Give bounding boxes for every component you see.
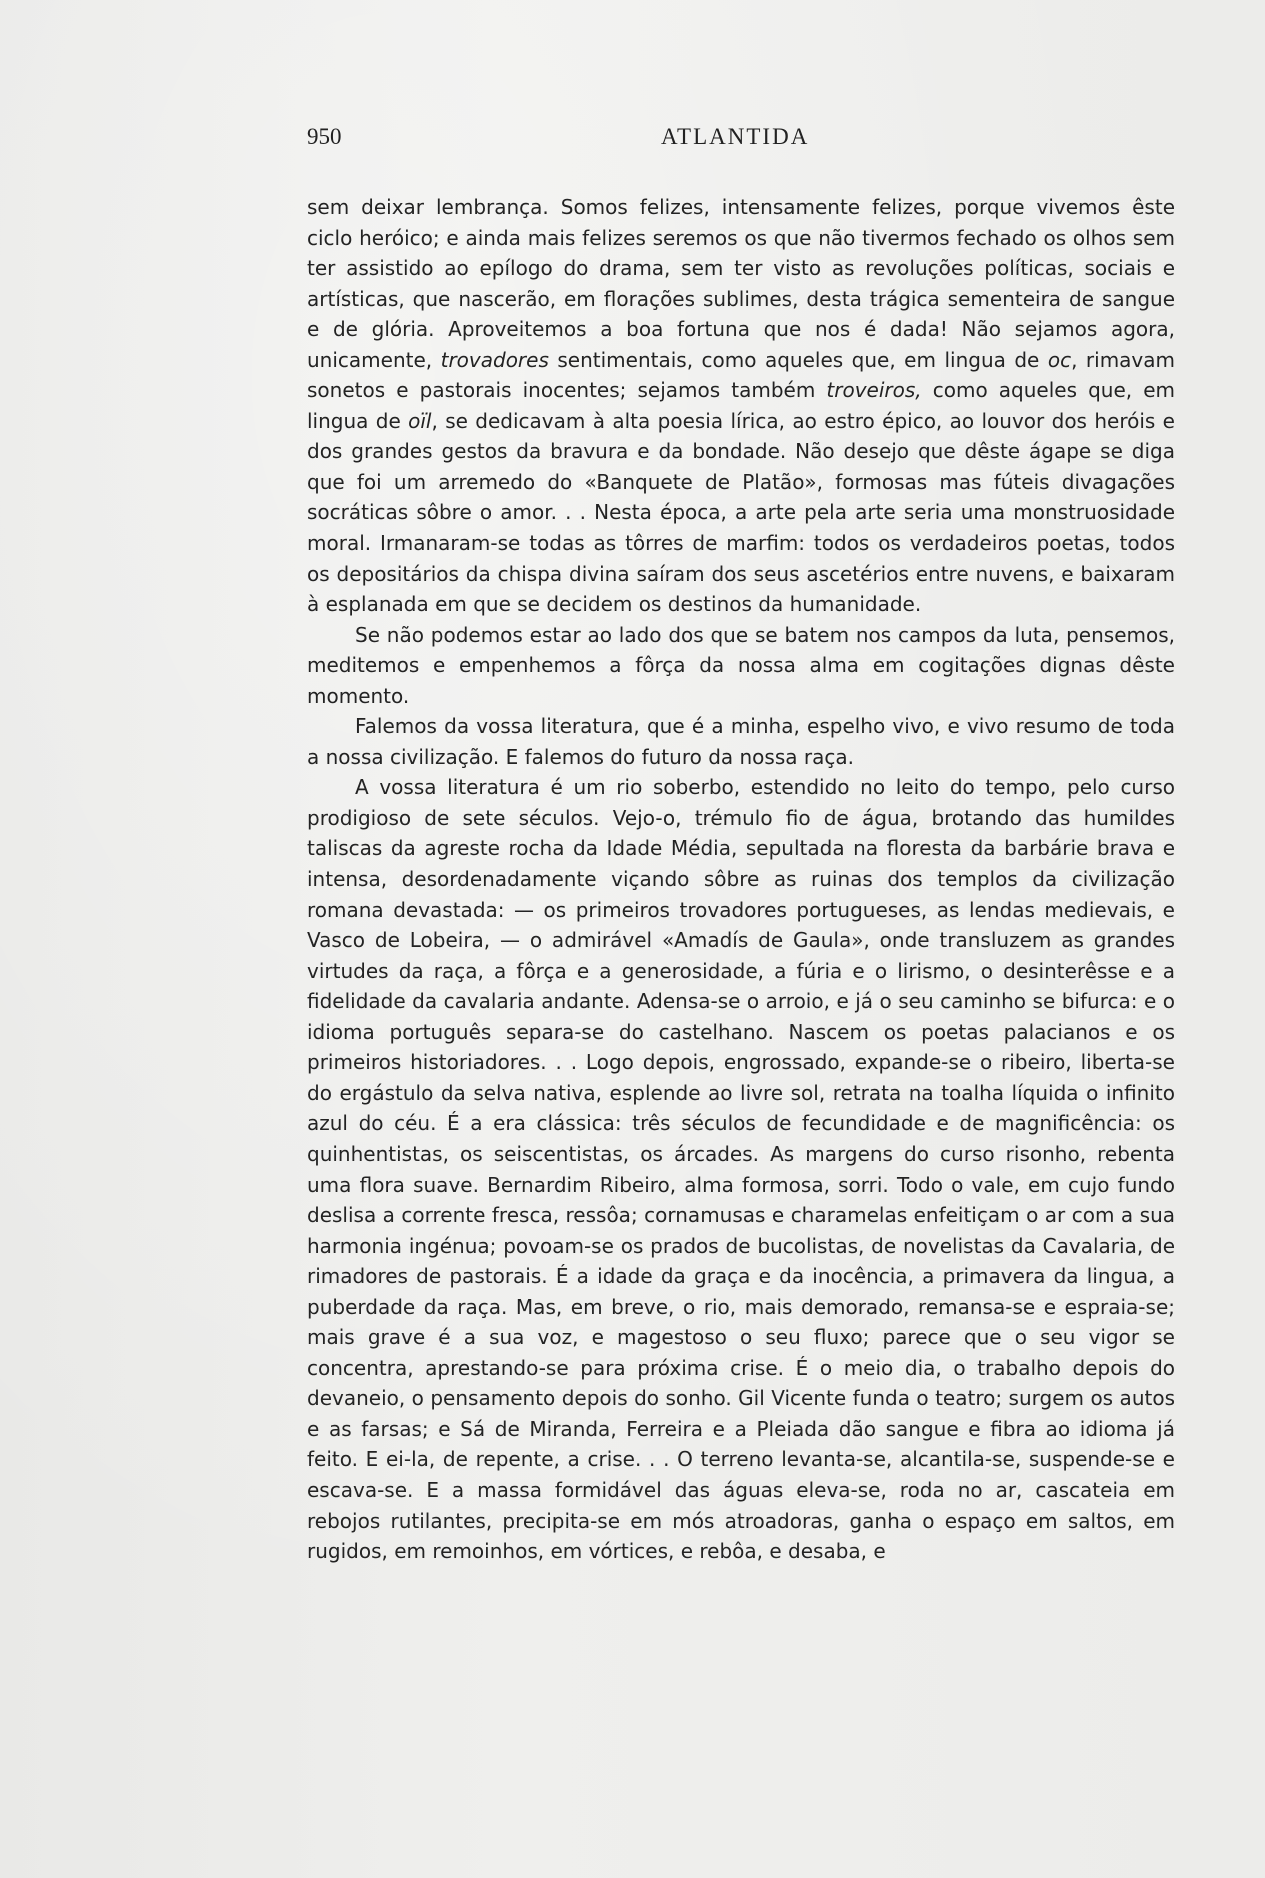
page-number: 950 xyxy=(307,124,342,149)
text-run: , rimavam sonetos e pastorais inocentes; sejamos também xyxy=(307,347,1176,403)
italic-term: oc xyxy=(1047,347,1072,372)
page-header xyxy=(307,124,1175,154)
text-run: A vossa literatura é um rio soberbo, estendido no leito do tempo, pelo curso prodigioso de sete séculos. Vejo-o, trémulo fio de água, brotando das humildes taliscas da agreste rocha da Idade Média, sepultada na floresta da barbárie brava e intensa, desordenadamente viçando sôbre as ruinas dos templos da civilização romana devastada: — os primeiros trovadores portugueses, as lendas medievais, e Vasco de Lobeira, — o admirável «Amadís de Gaula», onde transluzem as grandes virtudes da raça, a fôrça e a generosidade, a fúria e o lirismo, o desinterêsse e a fidelidade da cavalaria andante. Adensa-se o arroio, e já o seu caminho se bifurca: e o idioma português separa-se do castelhano. Nascem os poetas palacianos e os primeiros historiadores. . . Logo depois, engrossado, expande-se o ribeiro, liberta-se do ergástulo da selva nativa, esplende ao livre sol, retrata na toalha líquida o infinito azul do céu. É a era clássica: três séculos de fecundidade e de magnificência: os quinhentistas, os seiscentistas, os árcades. As margens do curso risonho, rebenta uma flora suave. Bernardim Ribeiro, alma formosa, sorri. Todo o vale, em cujo fundo deslisa a corrente fresca, ressôa; cornamusas e charamelas enfeitiçam o ar com a sua harmonia ingénua; povoam-se os prados de bucolistas, de novelistas da Cavalaria, de rimadores de pastorais. É a idade da graça e da inocência, a primavera da lingua, a puberdade da raça. Mas, em breve, o rio, mais demorado, remansa-se e espraia-se; mais grave é a sua voz, e magestoso o seu fluxo; parece que o seu vigor se concentra, aprestando-se para próxima crise. É o meio dia, o trabalho depois do devaneio, o pensamento depois do sonho. Gil Vicente funda o teatro; surgem os autos e as farsas; e Sá de Miranda, Ferreira e a Pleiada dão sangue e fibra ao idioma já feito. E ei-la, de repente, a crise. . . O terreno levanta-se, alcantila-se, suspende-se e escava-se. E a massa formidável das águas eleva-se, roda no ar, cascateia em rebojos rutilantes, precipita-se em mós atroadoras, ganha o espaço em saltos, em rugidos, em remoinhos, em vórtices, e rebôa, e desaba, e xyxy=(307,775,1175,1564)
paragraph xyxy=(307,711,1175,772)
text-run: sem deixar lembrança. Somos felizes, intensamente felizes, porque vivemos êste ciclo heróico; e ainda mais felizes seremos os que não tivermos fechado os olhos sem ter assistido ao epílogo do drama, sem ter visto as revoluções políticas, sociais e artísticas, que nascerão, em florações sublimes, desta trágica sementeira de sangue e de glória. Aproveitemos a boa fortuna que nos é dada! Não sejamos agora, unicamente, xyxy=(307,195,1175,372)
paragraph xyxy=(307,192,1175,620)
italic-term: trovadores xyxy=(440,347,549,372)
text-run: , se dedicavam à alta poesia lírica, ao estro épico, ao louvor dos heróis e dos grandes gestos da bravura e da bondade. Não desejo que dêste ágape se diga que foi um arremedo do «Banquete de Platão», formosas mas fúteis divagações socráticas sôbre o amor. . . Nesta época, a arte pela arte seria uma monstruosidade moral. Irmanaram-se todas as tôrres de marfim: todos os verdadeiros poetas, todos os depositários da chispa divina saíram dos seus ascetérios entre nuvens, e baixaram à esplanada em que se decidem os destinos da humanidade. xyxy=(307,408,1175,617)
italic-term: troveiros, xyxy=(826,378,922,403)
text-run: sentimentais, como aqueles que, em lingua de xyxy=(548,347,1048,372)
text-run: Falemos da vossa literatura, que é a minha, espelho vivo, e vivo resumo de toda a nossa civilização. E falemos do futuro da nossa raça. xyxy=(307,714,1175,769)
text-run: Se não podemos estar ao lado dos que se batem nos campos da luta, pensemos, meditemos e empenhemos a fôrça da nossa alma em cogitações dignas dêste momento. xyxy=(307,622,1175,708)
italic-term: oïl xyxy=(408,408,432,433)
body-text xyxy=(307,192,1175,1567)
paragraph xyxy=(307,620,1175,712)
running-title: ATLANTIDA xyxy=(661,124,810,149)
text-run: como aqueles que, em lingua de xyxy=(307,378,1175,433)
paragraph xyxy=(307,772,1175,1566)
